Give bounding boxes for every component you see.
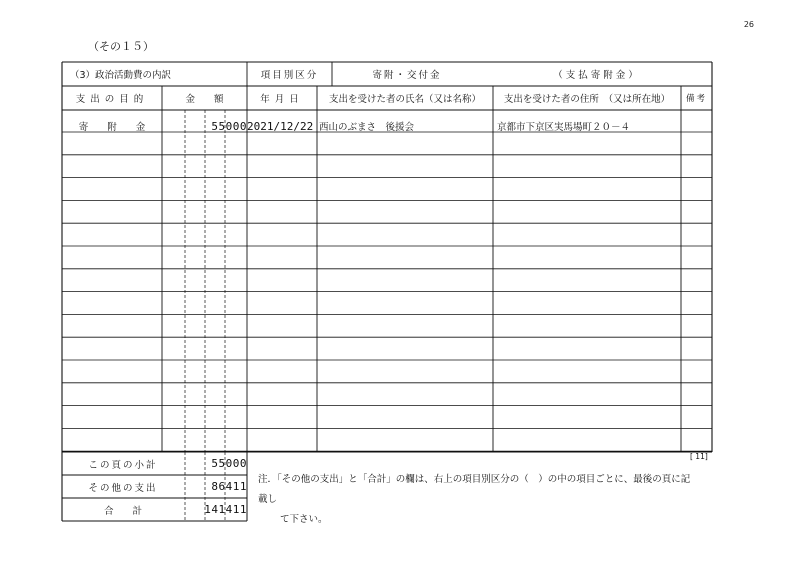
footnote-line-1: 注．「その他の支出」と「合計」の欄は、右上の項目別区分の（ ）の中の項目ごとに、最後の頁に記載し: [258, 474, 691, 505]
row-recipient-name: 西山のぶまさ 後援会: [319, 122, 415, 133]
category-label: 項目別区分: [260, 70, 319, 81]
col-purpose: 支出の目的: [75, 94, 149, 105]
page-number: 26: [743, 20, 754, 29]
row-purpose: 寄 附 金: [78, 122, 146, 133]
other-label: その他の支出: [88, 482, 158, 494]
section-title: （3）政治活動費の内訳: [70, 70, 172, 81]
row-remarks: [681, 118, 712, 134]
subtotal-value: 55000: [211, 457, 247, 470]
total-label: 合 計: [103, 505, 142, 517]
footnote-line-2: て下さい。: [280, 514, 328, 525]
col-recipient-name: 支出を受けた者の氏名（又は名称）: [328, 94, 481, 105]
col-date: 年月日: [260, 94, 304, 105]
row-date: 2021/12/22: [247, 119, 314, 133]
subtotal-label: この頁の小計: [88, 459, 158, 471]
sheet-label: （その１５）: [88, 40, 154, 53]
footnote: [258, 470, 698, 530]
page-count-mark: [ 11]: [690, 452, 708, 461]
category-value: 寄附・交付金: [372, 70, 442, 81]
other-value: 86411: [211, 480, 247, 493]
row-recipient-address: 京都市下京区実馬場町２０－４: [497, 122, 631, 133]
row-amount: 55000: [211, 119, 247, 133]
total-value: 141411: [204, 503, 247, 516]
col-remarks: 備考: [685, 94, 707, 104]
category-sub: （支払寄附金）: [553, 70, 641, 81]
col-amount: 金 額: [185, 94, 224, 105]
col-recipient-address: 支出を受けた者の住所 （又は所在地）: [503, 94, 671, 105]
